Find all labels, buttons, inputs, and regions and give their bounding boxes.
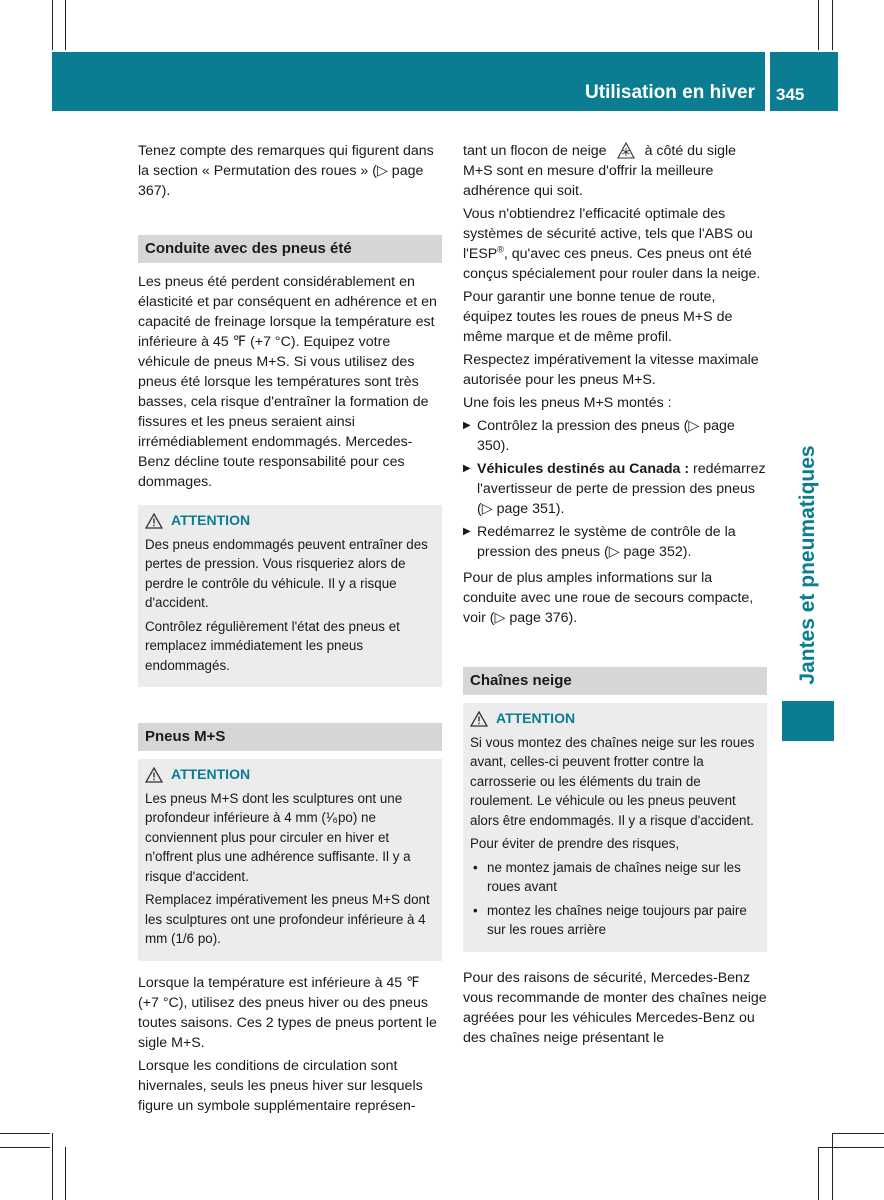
crop-mark xyxy=(832,1133,833,1200)
warning-title xyxy=(470,709,760,729)
page-number-box xyxy=(770,52,838,111)
crop-mark xyxy=(52,1133,53,1200)
warning-title-text: ATTENTION xyxy=(171,512,251,528)
step-item: ▶ Véhicules destinés au Canada : redémarrez l'avertisseur de perte de pression des pneus (▷ page 351). xyxy=(463,461,766,517)
warning-paragraph: Les pneus M+S dont les sculptures ont une profondeur inférieure à 4 mm (¹⁄₆po) ne conviennent plus pour circuler en hiver et n'offrent plus une adhérence suffisante. Il y a risque d'accident. xyxy=(145,790,411,884)
crop-mark xyxy=(65,0,66,50)
ms-tires-paragraph: Lorsque la température est inférieure à 45 ℉ (+7 °C), utilisez des pneus hiver ou des pneus toutes saisons. Ces 2 types de pneus portent le sigle M+S. xyxy=(138,974,437,1051)
speed-paragraph: Respectez impérativement la vitesse maximale autorisée pour les pneus M+S. xyxy=(463,352,759,388)
warning-title-text: ATTENTION xyxy=(496,710,576,726)
road-holding-paragraph: Pour garantir une bonne tenue de route, équipez toutes les roues de pneus M+S de même marque et de même profil. xyxy=(463,289,733,345)
crop-mark xyxy=(832,0,833,50)
crop-mark xyxy=(818,1147,884,1148)
summer-tires-paragraph: Les pneus été perdent considérablement en élasticité et par conséquent en adhérence et en capacité de freinage lorsque la température est inférieure à 45 ℉ (+7 °C). Equipez votre véhicule de pneus M+S. Si vous utilisez des pneus été lorsque les températures sont très basses, cela risque d'entraîner la formation de fissures et les pneus seraient ainsi irrémédiablement endommagés. Mercedes-Benz décline toute responsabilité pour ces dommages. xyxy=(138,274,437,490)
step-item: ▶ Redémarrez le système de contrôle de la pression des pneus (▷ page 352). xyxy=(463,524,736,560)
header-bar xyxy=(52,52,765,111)
snowflake-mountain-icon xyxy=(615,141,637,159)
warning-box xyxy=(138,759,442,961)
crop-mark xyxy=(818,0,819,50)
warning-list-item: • ne montez jamais de chaînes neige sur les roues avant xyxy=(473,859,741,894)
left-column xyxy=(138,141,442,1119)
crop-mark xyxy=(65,1147,66,1200)
warning-list-item: • montez les chaînes neige toujours par paire sur les roues arrière xyxy=(473,902,747,937)
warning-paragraph: Des pneus endommagés peuvent entraîner des pertes de pression. Vous risqueriez alors de perdre le contrôle du véhicule. Il y a risque d'accident. xyxy=(145,536,428,610)
warning-title-text: ATTENTION xyxy=(171,766,251,782)
warning-box xyxy=(138,505,442,687)
intro-paragraph: Tenez compte des remarques qui figurent dans la section « Permutation des roues » (▷ page 367). xyxy=(138,143,434,199)
crop-mark xyxy=(0,1133,50,1134)
ms-tires-paragraph: Lorsque les conditions de circulation sont hivernales, seuls les pneus hiver sur lesquels figure un symbole supplémentaire représen- xyxy=(138,1057,423,1114)
warning-title xyxy=(145,765,435,785)
section-header-ms-tires: Pneus M+S xyxy=(138,723,442,751)
warning-triangle-icon xyxy=(145,767,163,783)
section-header-summer-tires: Conduite avec des pneus été xyxy=(138,235,442,263)
side-tab-marker xyxy=(782,701,834,741)
warning-triangle-icon xyxy=(145,513,163,529)
warning-paragraph: Remplacez impérativement les pneus M+S dont les sculptures ont une profondeur inférieure à 4 mm (1/6 po). xyxy=(145,892,430,946)
warning-paragraph: Contrôlez régulièrement l'état des pneus et remplacez immédiatement les pneus endommagés. xyxy=(145,618,400,673)
crop-mark xyxy=(832,1133,884,1134)
section-header-snow-chains: Chaînes neige xyxy=(463,667,767,695)
snow-chains-paragraph: Pour des raisons de sécurité, Mercedes-Benz vous recommande de monter des chaînes neige agréées pour les véhicules Mercedes-Benz ou des chaînes neige présentant le xyxy=(463,969,767,1046)
step-arrow-icon: ▶ xyxy=(463,526,471,537)
after-mounting-paragraph: Une fois les pneus M+S montés : xyxy=(463,395,672,411)
warning-triangle-icon xyxy=(470,711,488,727)
right-column xyxy=(463,141,767,1051)
side-tab xyxy=(782,430,834,700)
warning-box xyxy=(463,703,767,952)
step-arrow-icon: ▶ xyxy=(463,420,471,431)
warning-title xyxy=(145,511,435,531)
spare-wheel-paragraph: Pour de plus amples informations sur la conduite avec une roue de secours compacte, voir (▷ page 376). xyxy=(463,570,754,626)
step-arrow-icon: ▶ xyxy=(463,463,471,474)
warning-paragraph: Si vous montez des chaînes neige sur les roues avant, celles-ci peuvent frotter contre la carrosserie ou les éléments du train de roulement. Le véhicule ou les pneus peuvent alors être endommagés. Il y a risque d'accident. xyxy=(470,734,755,828)
side-tab-label: Jantes et pneumatiques xyxy=(796,445,819,685)
crop-mark xyxy=(0,1147,50,1148)
crop-mark xyxy=(52,0,53,50)
step-item: ▶ Contrôlez la pression des pneus (▷ page 350). xyxy=(463,418,735,454)
page-title: Utilisation en hiver xyxy=(585,82,755,103)
safety-systems-paragraph: Vous n'obtiendrez l'efficacité optimale des systèmes de sécurité active, tels que l'ABS ou l'ESP®, qu'avec ces pneus. Ces pneus ont été conçus spécialement pour rouler dans la neige. xyxy=(463,206,761,282)
snowflake-paragraph: tant un flocon de neige à côté du sigle M+S sont en mesure d'offrir la meilleure adhérence qui soit. xyxy=(463,143,737,199)
page-number: 345 xyxy=(776,85,805,104)
crop-mark xyxy=(818,1147,819,1200)
warning-paragraph: Pour éviter de prendre des risques, xyxy=(470,836,680,851)
